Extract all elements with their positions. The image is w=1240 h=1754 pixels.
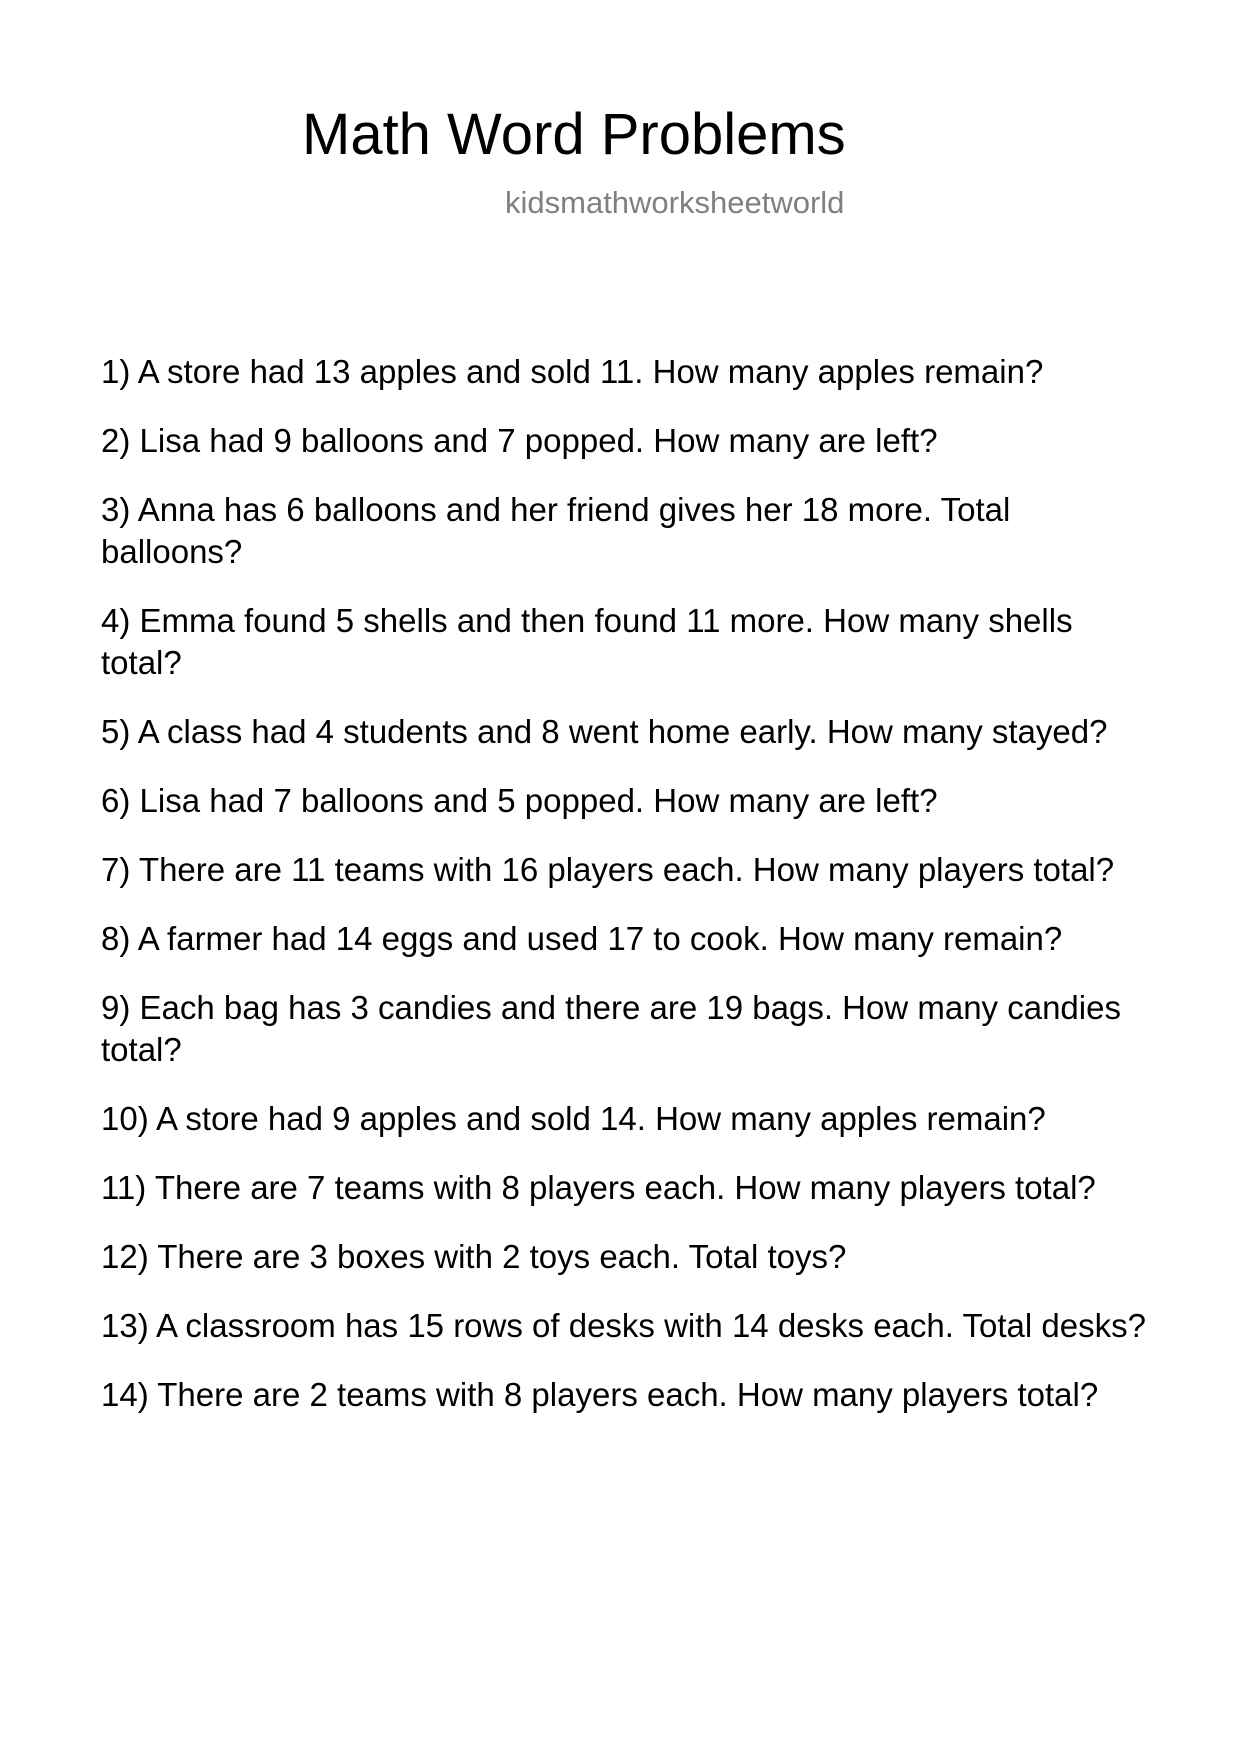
problem-item: 8) A farmer had 14 eggs and used 17 to cook. How many remain? <box>101 920 1063 957</box>
problem-item: 2) Lisa had 9 balloons and 7 popped. How many are left? <box>101 422 938 459</box>
problem-item: 14) There are 2 teams with 8 players each. How many players total? <box>101 1376 1099 1413</box>
problem-item: 11) There are 7 teams with 8 players each. How many players total? <box>101 1169 1096 1206</box>
problem-item: 5) A class had 4 students and 8 went home early. How many stayed? <box>101 713 1108 750</box>
problem-item: 4) Emma found 5 shells and then found 11 more. How many shells total? <box>101 602 1073 681</box>
problem-item: 6) Lisa had 7 balloons and 5 popped. How many are left? <box>101 782 938 819</box>
problem-list <box>101 351 1151 1443</box>
problem-item: 1) A store had 13 apples and sold 11. How many apples remain? <box>101 353 1044 390</box>
problem-item: 12) There are 3 boxes with 2 toys each. Total toys? <box>101 1238 847 1275</box>
site-name: kidsmathworksheetworld <box>505 185 845 220</box>
problem-item: 13) A classroom has 15 rows of desks with 14 desks each. Total desks? <box>101 1307 1146 1344</box>
problem-item: 10) A store had 9 apples and sold 14. How many apples remain? <box>101 1100 1046 1137</box>
problem-item: 7) There are 11 teams with 16 players each. How many players total? <box>101 851 1115 888</box>
page-title: Math Word Problems <box>302 102 846 167</box>
problem-item: 9) Each bag has 3 candies and there are 19 bags. How many candies total? <box>101 989 1121 1068</box>
problem-item: 3) Anna has 6 balloons and her friend gives her 18 more. Total balloons? <box>101 491 1011 570</box>
